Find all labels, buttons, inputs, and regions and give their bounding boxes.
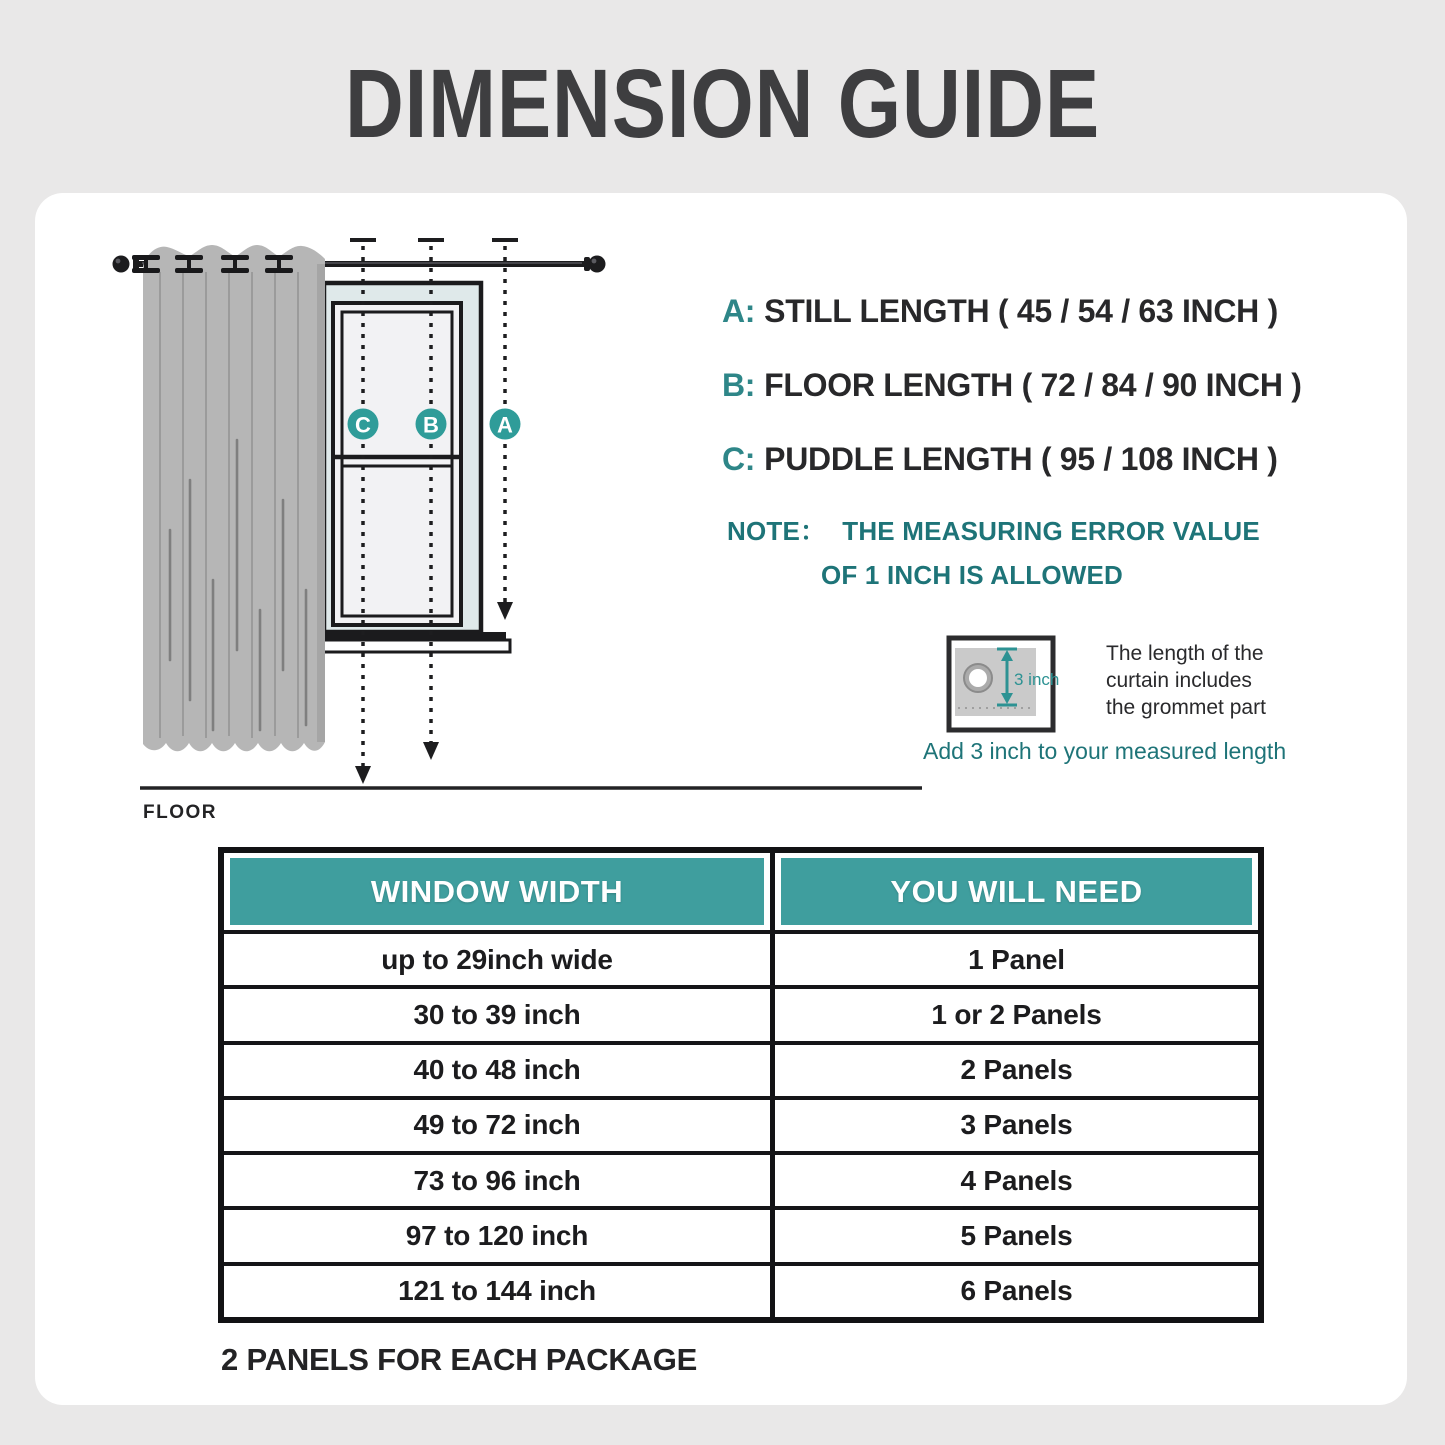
grommet-description-line3: the grommet part [1106, 696, 1266, 719]
note-text-1: THE MEASURING ERROR VALUE [842, 516, 1260, 546]
cell-window-width: 40 to 48 inch [413, 1054, 581, 1086]
grommet-arrow-label: 3 inch [1014, 670, 1060, 689]
floor-label: FLOOR [143, 802, 217, 823]
note-text-2: OF 1 INCH IS ALLOWED [821, 560, 1124, 590]
marker-b [416, 409, 447, 440]
measurement-b-prefix: B: [722, 367, 756, 403]
measurement-line-b [722, 367, 1302, 404]
table-header-you-will-need: YOU WILL NEED [781, 858, 1252, 925]
table-row [224, 985, 1258, 1040]
cell-window-width: 30 to 39 inch [413, 998, 581, 1030]
cell-you-will-need: 2 Panels [770, 1045, 1258, 1096]
cell-you-will-need: 4 Panels [770, 1155, 1258, 1206]
marker-a [490, 409, 521, 440]
table-row [224, 1206, 1258, 1261]
note-line-2 [821, 560, 1123, 591]
grommet-tip: Add 3 inch to your measured length [923, 738, 1287, 764]
table-row [224, 1041, 1258, 1096]
window-drawing [308, 283, 510, 652]
cell-you-will-need: 1 or 2 Panels [770, 989, 1258, 1040]
marker-c [348, 409, 379, 440]
grommet-description-line1: The length of the [1106, 642, 1264, 665]
cell-you-will-need: 6 Panels [770, 1266, 1258, 1317]
rod-finial-left [113, 256, 130, 273]
curtain-panel [143, 245, 325, 751]
marker-a-label: A [497, 412, 513, 438]
note-label: NOTE： [727, 516, 827, 546]
table-row [224, 1151, 1258, 1206]
cell-you-will-need: 5 Panels [770, 1210, 1258, 1261]
measurement-line-c [722, 441, 1278, 478]
grommet-description-line2: curtain includes [1106, 669, 1252, 692]
measurement-c-text: PUDDLE LENGTH ( 95 / 108 INCH ) [764, 441, 1278, 477]
cell-window-width: 121 to 144 inch [398, 1275, 596, 1307]
rod-finial-right [589, 256, 606, 273]
measurement-c-prefix: C: [722, 441, 756, 477]
note-line-1 [727, 511, 1260, 548]
measurement-a-text: STILL LENGTH ( 45 / 54 / 63 INCH ) [764, 293, 1278, 329]
package-note: 2 PANELS FOR EACH PACKAGE [221, 1342, 698, 1377]
table-row [224, 930, 1258, 985]
cell-window-width: 97 to 120 inch [405, 1220, 589, 1252]
marker-b-label: B [423, 412, 439, 438]
grommet-description [1106, 640, 1266, 721]
measurement-a-prefix: A: [722, 293, 756, 329]
cell-you-will-need: 1 Panel [770, 934, 1258, 985]
table-row [224, 1262, 1258, 1317]
marker-c-label: C [355, 412, 371, 438]
table-row [224, 1096, 1258, 1151]
cell-you-will-need: 3 Panels [770, 1100, 1258, 1151]
table-header-window-width: WINDOW WIDTH [230, 858, 764, 925]
cell-window-width: up to 29inch wide [381, 943, 613, 975]
measurement-line-a [722, 293, 1278, 330]
table-header-row [224, 853, 1258, 930]
panel-table [218, 847, 1264, 1323]
cell-window-width: 73 to 96 inch [413, 1164, 581, 1196]
measurement-b-text: FLOOR LENGTH ( 72 / 84 / 90 INCH ) [764, 367, 1302, 403]
page-title: DIMENSION GUIDE [344, 49, 1101, 158]
cell-window-width: 49 to 72 inch [413, 1109, 581, 1141]
